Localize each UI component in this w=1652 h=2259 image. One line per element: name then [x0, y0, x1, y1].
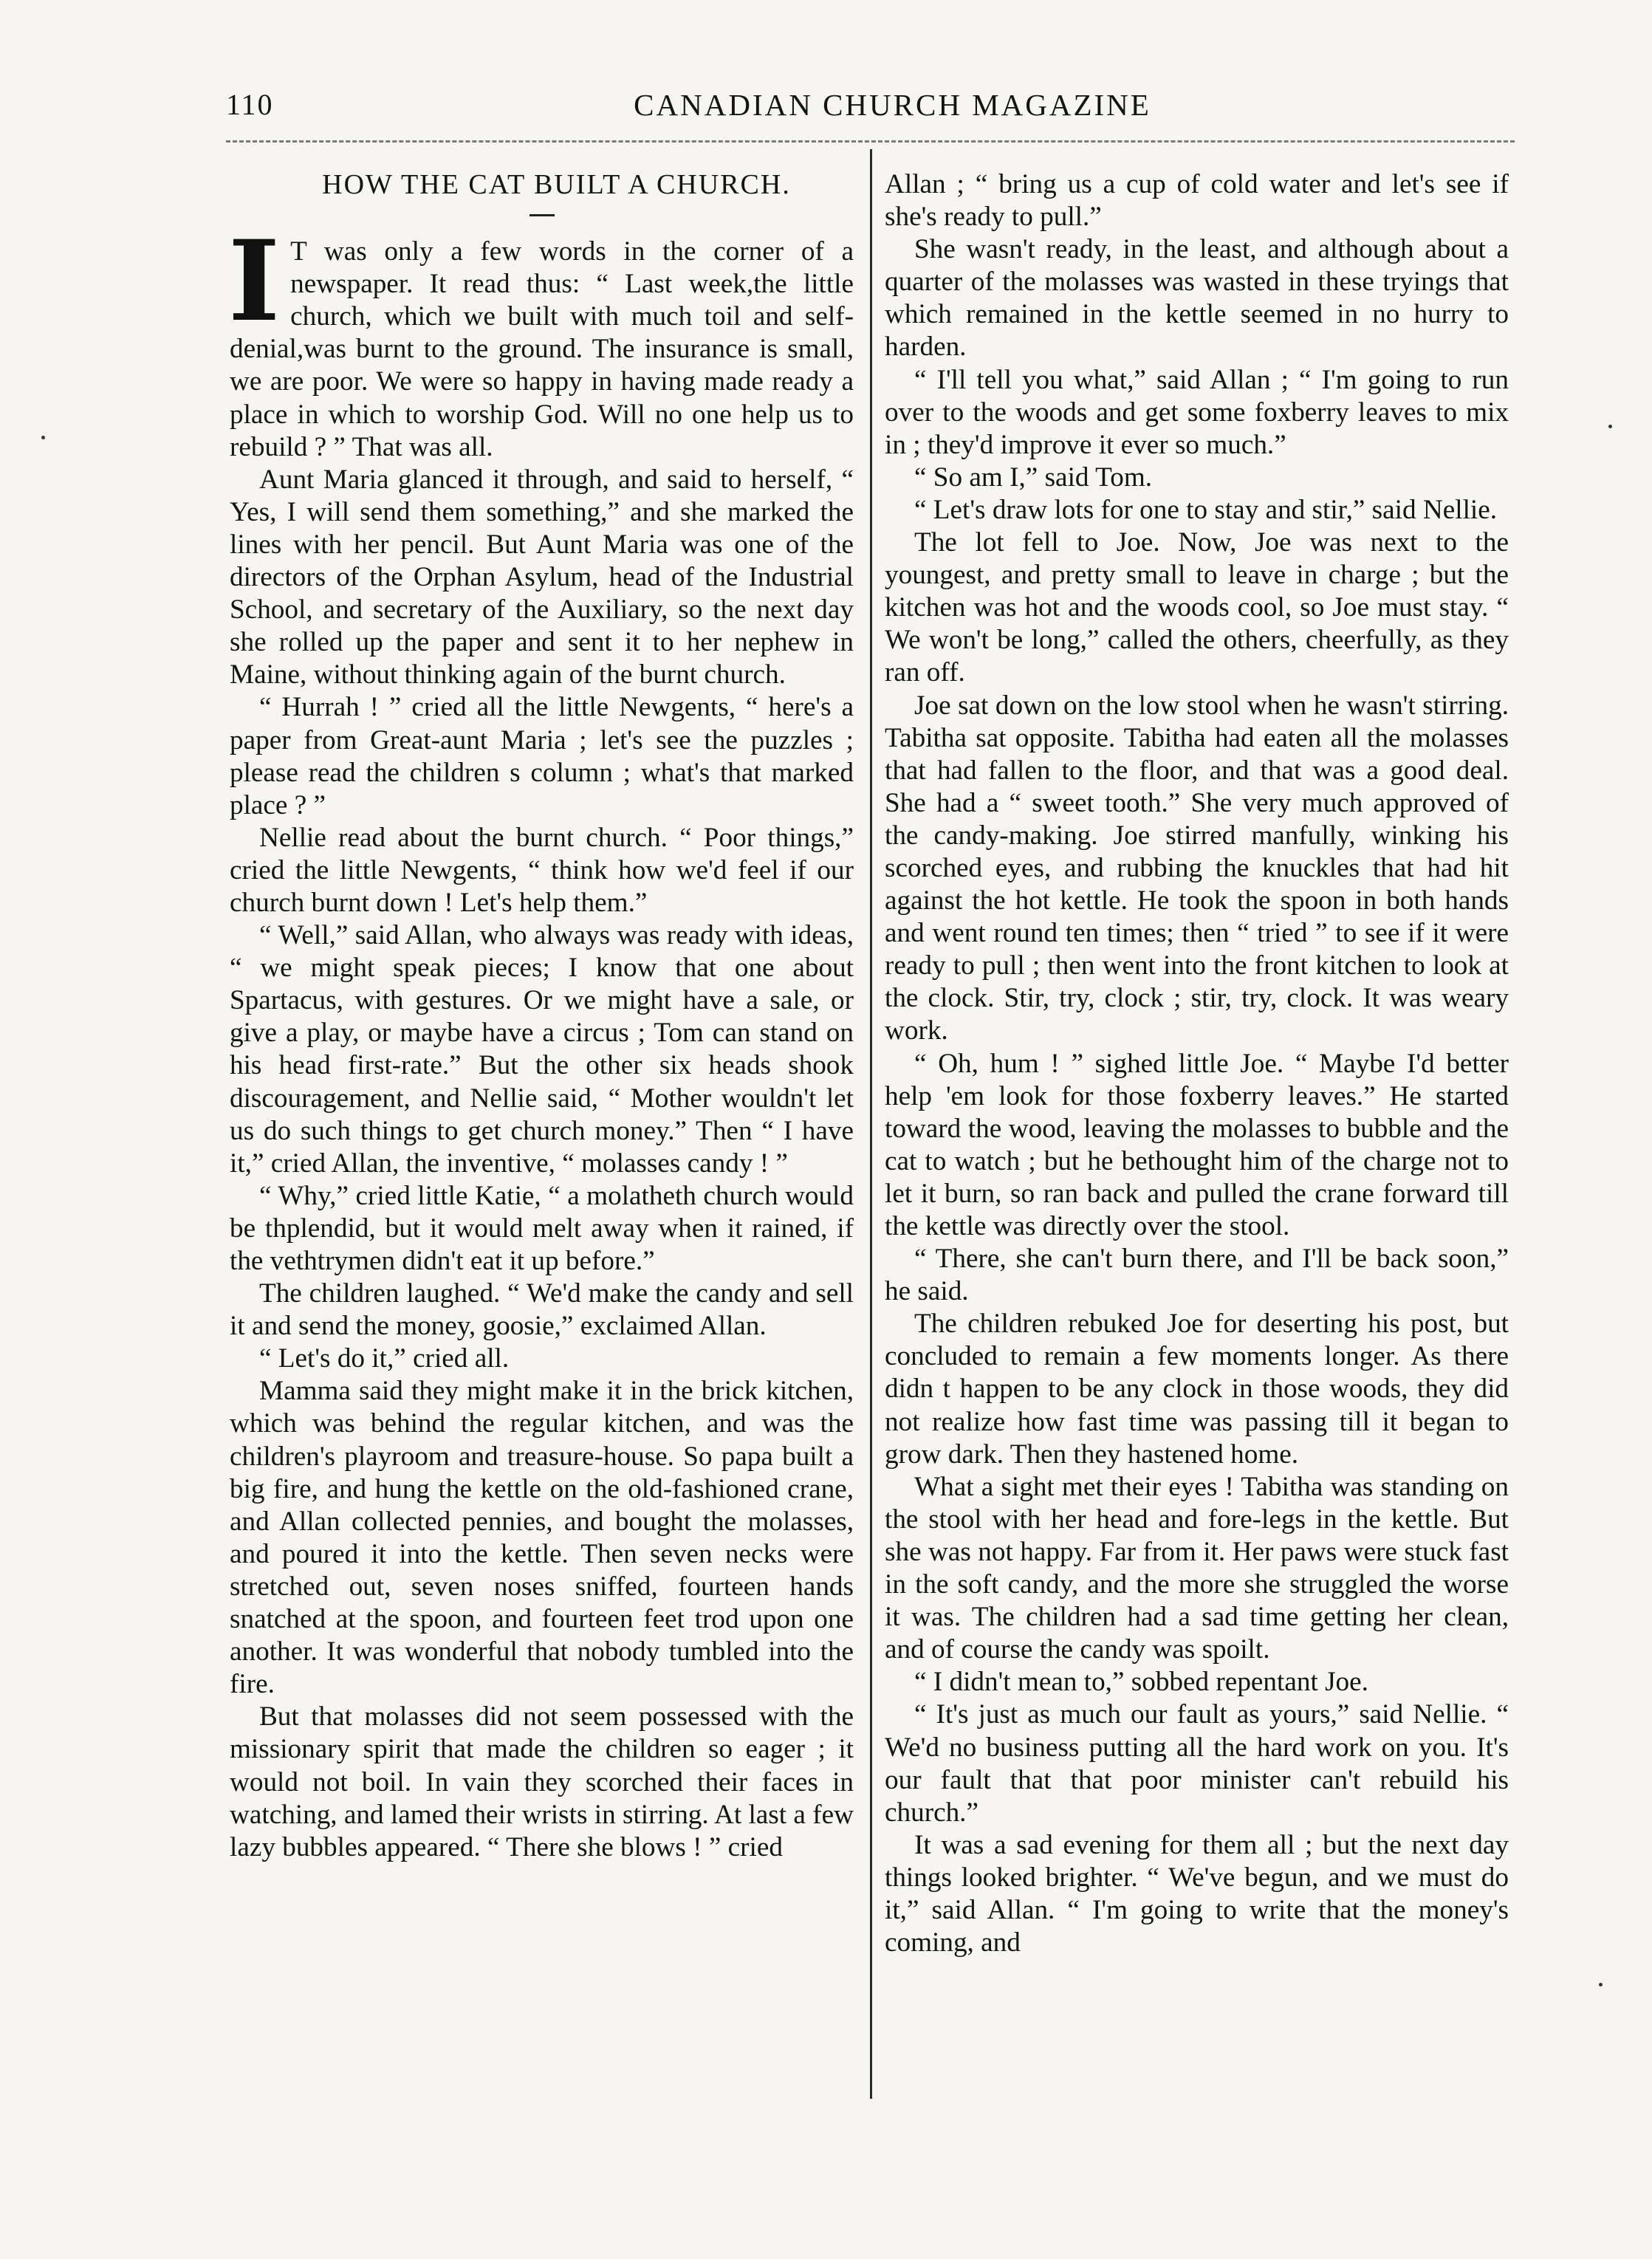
paragraph: Allan ; “ bring us a cup of cold water and let's see if she's ready to pull.” — [885, 169, 1509, 233]
paragraph: I T was only a few words in the corner of a newspaper. It read thus: “ Last week,the little church, which we built with much toil and self-denial,was burnt to the ground. The insurance is small, we are poor. We were so happy in having made ready a place in which to worship God. Will no one help us to rebuild ? ” That was all. — [228, 216, 854, 462]
paragraph: “ Let's do it,” cried all. — [259, 1343, 510, 1374]
header-rule — [226, 140, 1515, 143]
paragraph: “ It's just as much our fault as yours,” said Nellie. “ We'd no business putting all the hard work on you. It's our fault that that poor minister can't rebuild his church.” — [885, 1699, 1509, 1828]
paragraph: The children rebuked Joe for deserting his post, but concluded to remain a few moments longer. As there didn t happen to be any clock in those woods, they did not realize how fast time was passing till it began to grow dark. Then they hastened home. — [885, 1309, 1509, 1470]
paragraph: “ Hurrah ! ” cried all the little Newgents, “ here's a paper from Great-aunt Maria ; let's see the puzzles ; please read the children s column ; what's that marked place ? ” — [230, 692, 854, 820]
print-speck — [41, 436, 45, 439]
paragraph: “ Let's draw lots for one to stay and stir,” said Nellie. — [914, 494, 1498, 525]
paragraph: “ There, she can't burn there, and I'll be back soon,” he said. — [885, 1244, 1509, 1307]
paragraph: Aunt Maria glanced it through, and said to herself, “ Yes, I will send them something,” and she marked the lines with her pencil. But Aunt Maria was one of the directors of the Orphan Asylum, head of the Industrial School, and secretary of the Auxiliary, so the next day she rolled up the paper and sent it to her nephew in Maine, without thinking again of the burnt church. — [230, 464, 854, 690]
print-speck — [1599, 1983, 1603, 1987]
paragraph: Joe sat down on the low stool when he wasn't stirring. Tabitha sat opposite. Tabitha had eaten all the molasses that had fallen to the floor, and that was a good deal. She had a “ sweet tooth.” She very much approved of the candy-making. Joe stirred manfully, winking his scorched eyes, and rubbing the knuckles that had hit against the hot kettle. He took the spoon in both hands and went round ten times; then “ tried ” to see if it were ready to pull ; then went into the front kitchen to look at the clock. Stir, try, clock ; stir, try, clock. It was weary work. — [885, 690, 1509, 1046]
paragraph: Nellie read about the burnt church. “ Poor things,” cried the little Newgents, “ think how we'd feel if our church burnt down ! Let's help them.” — [230, 822, 854, 918]
paragraph: The lot fell to Joe. Now, Joe was next to the youngest, and pretty small to leave in charge ; but the kitchen was hot and the woods cool, so Joe must stay. “ We won't be long,” called the others, cheerfully, as they ran off. — [885, 527, 1509, 688]
paragraph: “ Oh, hum ! ” sighed little Joe. “ Maybe I'd better help 'em look for those foxberry leaves.” He started toward the wood, leaving the molasses to bubble and the cat to watch ; but he bethought him of the charge not to let it burn, so ran back and pulled the crane forward till the kettle was directly over the stool. — [885, 1048, 1509, 1241]
right-column — [885, 168, 1509, 1959]
page-header — [0, 87, 1652, 131]
title-dash — [529, 214, 555, 216]
drop-cap: I — [228, 216, 281, 347]
paragraph: Mamma said they might make it in the brick kitchen, which was behind the regular kitchen, and was the children's playroom and treasure-house. So papa built a big fire, and hung the kettle on the old-fashioned crane, and Allan collected pennies, and bought the molasses, and poured it into the kettle. Then seven necks were stretched out, seven noses sniffed, fourteen hands snatched at the spoon, and fourteen feet trod upon one another. It was wonderful that nobody tumbled into the fire. — [230, 1376, 854, 1700]
running-title: CANADIAN CHURCH MAGAZINE — [634, 88, 1151, 122]
paragraph: “ I didn't mean to,” sobbed repentant Joe. — [914, 1667, 1368, 1698]
paragraph: She wasn't ready, in the least, and although about a quarter of the molasses was wasted in these tryings that which remained in the kettle seemed in no hurry to harden. — [885, 234, 1509, 363]
paragraph: What a sight met their eyes ! Tabitha was standing on the stool with her head and fore-legs in the kettle. But she was not happy. Far from it. Her paws were stuck fast in the soft candy, and the more she struggled the worse it was. The children had a sad time getting her clean, and of course the candy was spoilt. — [885, 1471, 1509, 1665]
article-title: HOW THE CAT BUILT A CHURCH. — [322, 169, 791, 200]
page-number: 110 — [226, 88, 274, 121]
paragraph: “ I'll tell you what,” said Allan ; “ I'm going to run over to the woods and get some foxberry leaves to mix in ; they'd improve it ever so much.” — [885, 364, 1509, 460]
column-divider — [870, 149, 872, 2099]
print-speck — [1608, 425, 1612, 428]
paragraph: The children laughed. “ We'd make the candy and sell it and send the money, goosie,” exclaimed Allan. — [230, 1278, 854, 1342]
paragraph: “ Well,” said Allan, who always was ready with ideas, “ we might speak pieces; I know that one about Spartacus, with gestures. Or we might have a sale, or give a play, or maybe have a circus ; Tom can stand on his head first-rate.” But the other six heads shook discouragement, and Nellie said, “ Mother wouldn't let us do such things to get church money.” Then “ I have it,” cried Allan, the inventive, “ molasses candy ! ” — [230, 920, 854, 1179]
paragraph: “ So am I,” said Tom. — [914, 462, 1153, 493]
paragraph: “ Why,” cried little Katie, “ a molatheth church would be thplendid, but it would melt away when it rained, if the vethtrymen didn't eat it up before.” — [230, 1180, 854, 1276]
paragraph: But that molasses did not seem possessed with the missionary spirit that made the children so eager ; it would not boil. In vain they scorched their faces in watching, and lamed their wrists in stirring. At last a few lazy bubbles appeared. “ There she blows ! ” cried — [230, 1701, 854, 1862]
left-column — [230, 168, 854, 1864]
paragraph: It was a sad evening for them all ; but the next day things looked brighter. “ We've begun, and we must do it,” said Allan. “ I'm going to write that the money's coming, and — [885, 1829, 1509, 1958]
